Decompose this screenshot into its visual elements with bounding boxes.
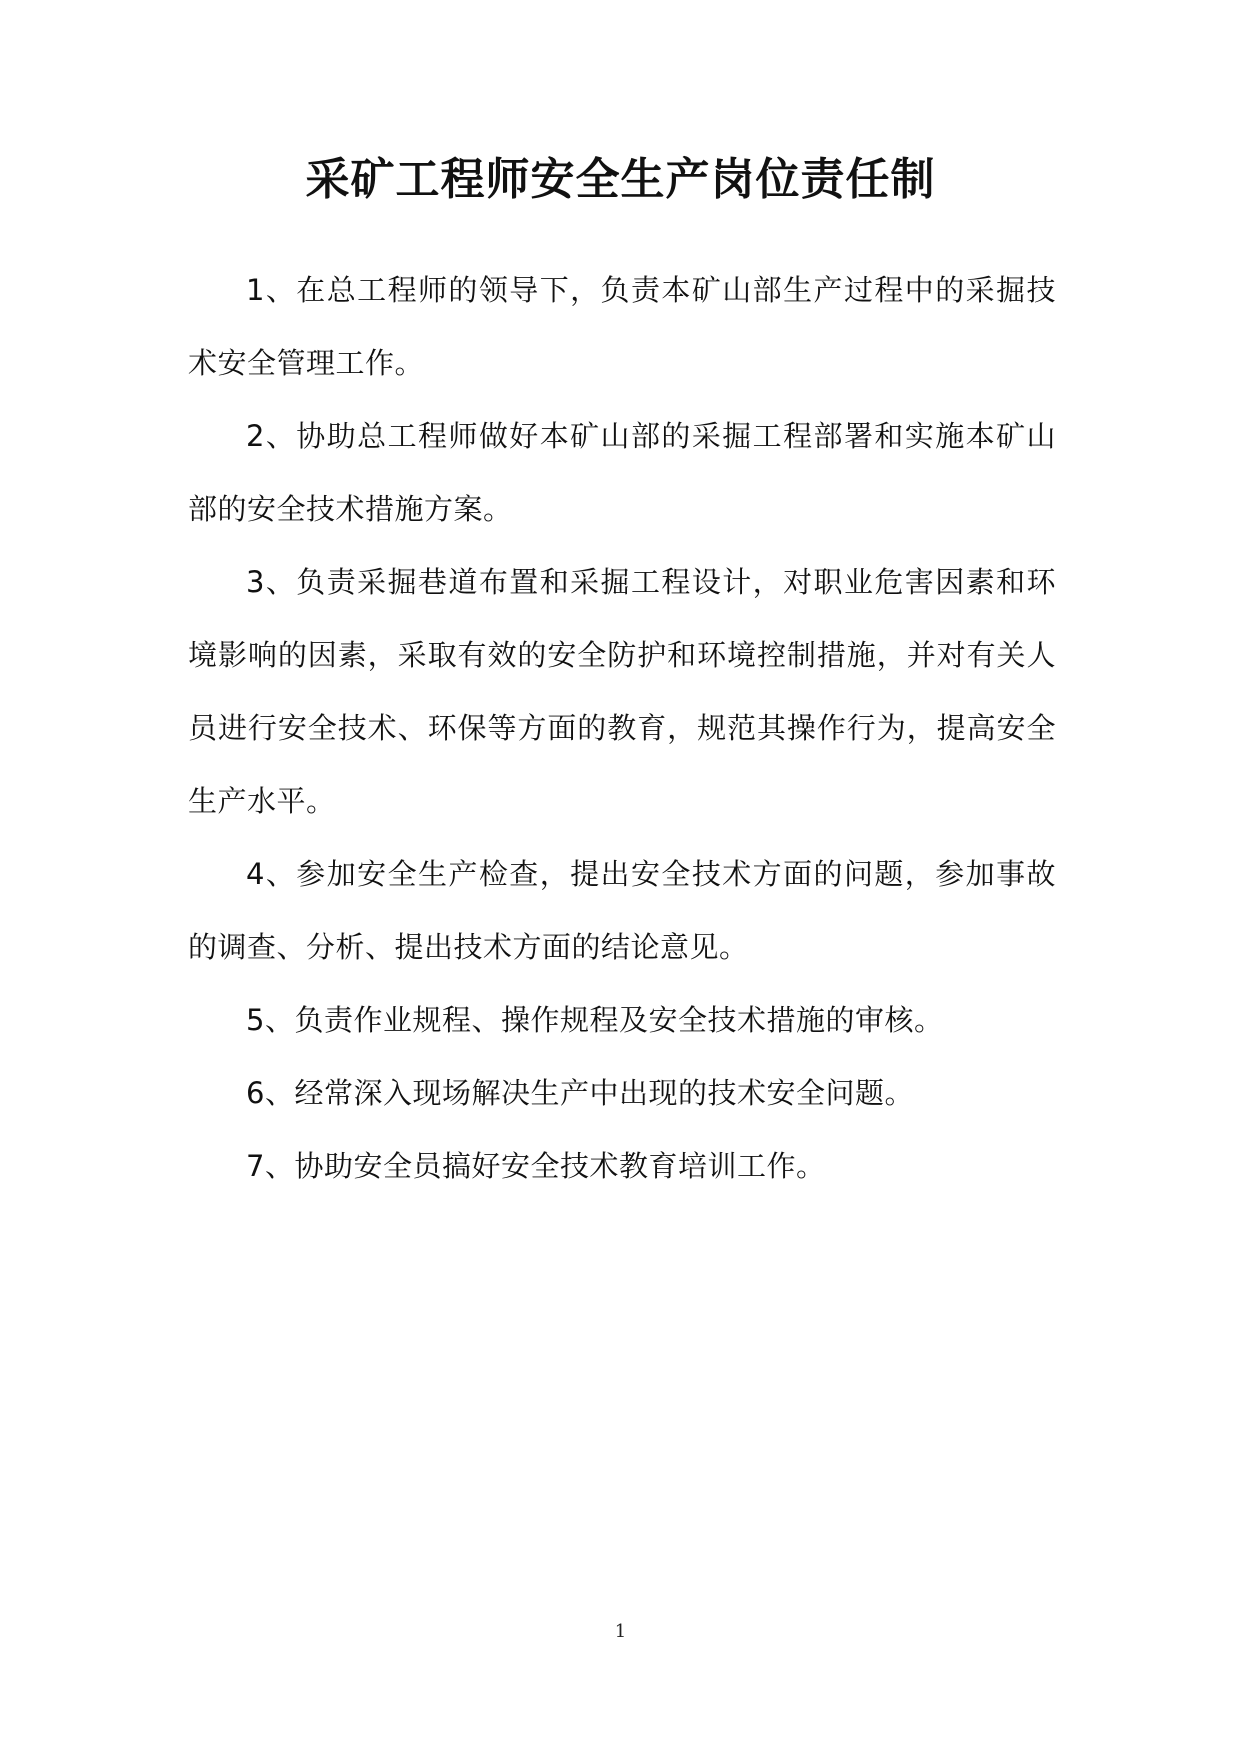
document-body [188, 254, 1056, 1203]
paragraph-2: 2、协助总工程师做好本矿山部的采掘工程部署和实施本矿山部的安全技术措施方案。 [188, 419, 1056, 526]
paragraph-7: 7、协助安全员搞好安全技术教育培训工作。 [246, 1149, 826, 1183]
paragraph-1: 1、在总工程师的领导下，负责本矿山部生产过程中的采掘技术安全管理工作。 [188, 273, 1056, 380]
page-number: 1 [614, 1621, 627, 1642]
paragraph-6: 6、经常深入现场解决生产中出现的技术安全问题。 [246, 1076, 914, 1110]
paragraph-5: 5、负责作业规程、操作规程及安全技术措施的审核。 [246, 1003, 944, 1037]
paragraph-3: 3、负责采掘巷道布置和采掘工程设计，对职业危害因素和环境影响的因素，采取有效的安全防护和环境控制措施，并对有关人员进行安全技术、环保等方面的教育，规范其操作行为，提高安全生产水平。 [188, 565, 1056, 818]
paragraph-4: 4、参加安全生产检查，提出安全技术方面的问题，参加事故的调查、分析、提出技术方面的结论意见。 [188, 857, 1056, 964]
document-title: 采矿工程师安全生产岗位责任制 [305, 154, 936, 205]
